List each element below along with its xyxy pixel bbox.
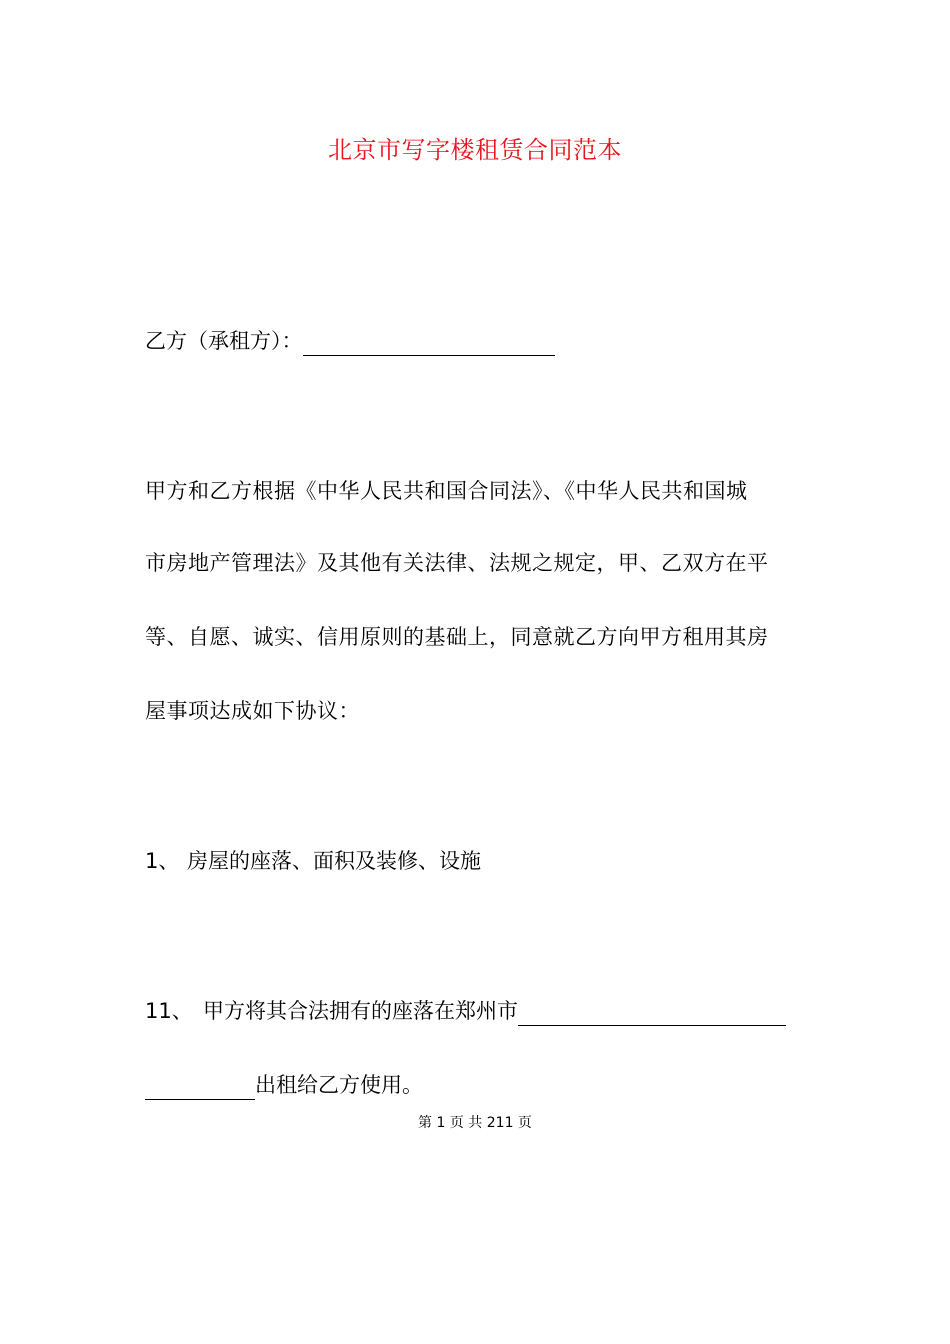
page-footer: 第 1 页 共 211 页 xyxy=(418,1115,532,1131)
party-b-blank xyxy=(303,329,555,356)
party-b-line xyxy=(145,326,555,356)
section-1-heading-line xyxy=(145,846,481,876)
clause-11-continuation: 出租给乙方使用。 xyxy=(255,1073,423,1097)
clause-11-text: 甲方将其合法拥有的座落在郑州市 xyxy=(203,999,518,1023)
party-b-label: 乙方（承租方）： xyxy=(145,329,303,353)
clause-11-location-blank xyxy=(518,999,786,1026)
intro-line-4: 屋事项达成如下协议： xyxy=(145,699,360,723)
section-1-number: 1、 xyxy=(145,849,180,873)
section-1-heading: 房屋的座落、面积及装修、设施 xyxy=(187,849,481,873)
clause-11-location-blank-cont xyxy=(145,1073,255,1100)
clause-11-line xyxy=(145,996,786,1026)
intro-line-3: 等、自愿、诚实、信用原则的基础上，同意就乙方向甲方租用其房 xyxy=(145,625,769,649)
intro-line-1: 甲方和乙方根据《中华人民共和国合同法》、《中华人民共和国城 xyxy=(145,479,748,503)
intro-line-2: 市房地产管理法》及其他有关法律、法规之规定，甲、乙双方在平 xyxy=(145,551,769,575)
clause-11-number: 11、 xyxy=(145,999,193,1023)
document-title: 北京市写字楼租赁合同范本 xyxy=(328,136,622,164)
clause-11-continuation-line xyxy=(145,1070,423,1100)
